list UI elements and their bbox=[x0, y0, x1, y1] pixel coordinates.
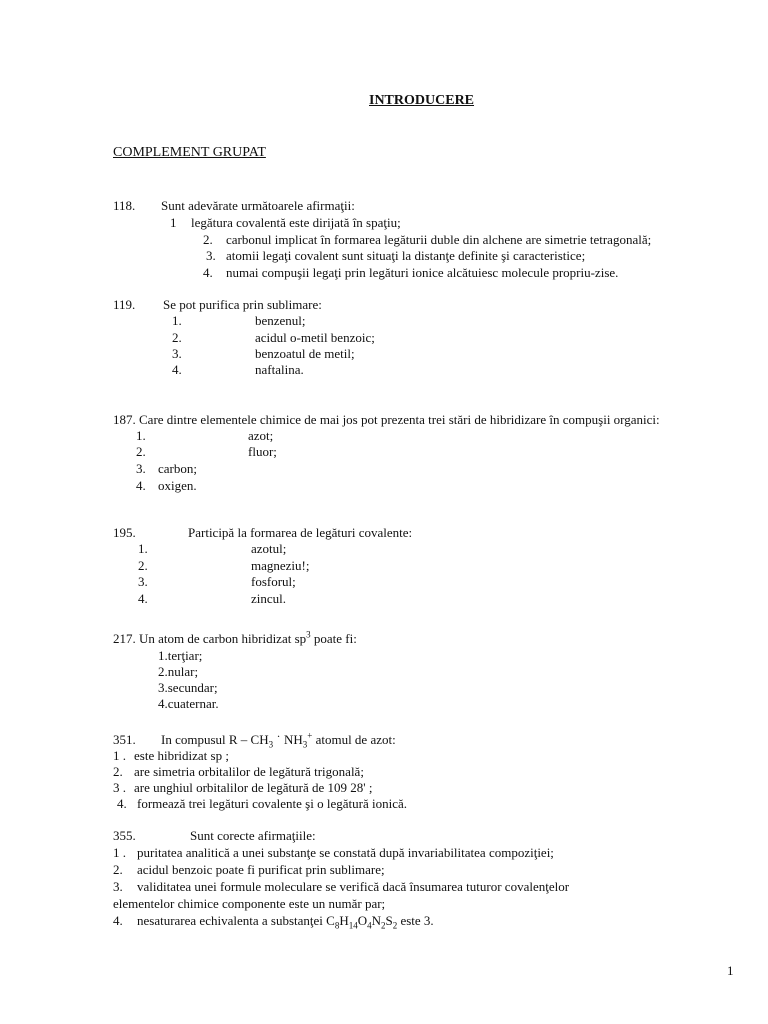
question-118-stem: Sunt adevărate următoarele afirmaţii: bbox=[161, 198, 355, 213]
stem-text: NH bbox=[283, 732, 303, 747]
option-number: 2. bbox=[203, 232, 213, 247]
formula-text: nesaturarea echivalenta a substanţei C bbox=[137, 913, 335, 928]
option-number: 3. bbox=[138, 574, 148, 589]
option-number: 1. bbox=[172, 313, 182, 328]
option-number: 1 . bbox=[113, 748, 126, 763]
option-text: azotul; bbox=[251, 541, 287, 556]
option-number: 4. bbox=[172, 362, 182, 377]
page-title: INTRODUCERE bbox=[369, 93, 475, 108]
option-text: carbon; bbox=[158, 461, 197, 476]
option-number: 2. bbox=[136, 444, 146, 459]
option-number: 1 . bbox=[113, 845, 126, 860]
stem-text: In compusul R – CH bbox=[161, 732, 269, 747]
subscript: 8 bbox=[334, 920, 340, 931]
option-text: magneziu!; bbox=[251, 558, 310, 573]
subscript: 2 bbox=[380, 920, 386, 931]
option-text: este hibridizat sp ; bbox=[134, 748, 229, 763]
option-text: are unghiul orbitalilor de legătură de 109 28' ; bbox=[134, 780, 373, 795]
question-119-number: 119. bbox=[113, 297, 136, 312]
stem-text: atomul de azot: bbox=[312, 732, 396, 747]
superscript: + bbox=[307, 730, 313, 741]
option-text: legătura covalentă este dirijată în spaţiu; bbox=[191, 215, 401, 230]
option-text: atomii legaţi covalent sunt situaţi la distanţe definite şi caracteristice; bbox=[226, 248, 586, 263]
formula-text: este 3. bbox=[397, 913, 434, 928]
option-text: zincul. bbox=[251, 591, 287, 606]
page-number: 1 bbox=[727, 963, 734, 978]
question-187-stem: 187. Care dintre elementele chimice de mai jos pot prezenta trei stări de hibridizare în compuşii organici: bbox=[113, 412, 660, 427]
option-text: validitatea unei formule moleculare se verifică dacă însumarea tuturor covalenţelor bbox=[137, 879, 570, 894]
option-text: formează trei legături covalente şi o legătură ionică. bbox=[137, 796, 407, 811]
option-text: azot; bbox=[248, 428, 274, 443]
option-text: puritatea analitică a unei substanţe se constată după invariabilitatea compoziţiei; bbox=[137, 845, 554, 860]
option-number: 4. bbox=[138, 591, 148, 606]
formula-text: H bbox=[339, 913, 349, 928]
option-text: numai compuşii legaţi prin legături ionice alcătuiesc molecule propriu-zise. bbox=[226, 265, 619, 280]
option-number: 4. bbox=[203, 265, 213, 280]
option-number: 4. bbox=[113, 913, 123, 928]
option-number: 1. bbox=[138, 541, 148, 556]
option-number: 4. bbox=[136, 478, 146, 493]
option-text: fluor; bbox=[248, 444, 277, 459]
option-number: 1. bbox=[136, 428, 146, 443]
question-355-stem: Sunt corecte afirmaţiile: bbox=[190, 828, 316, 843]
option-number: 3. bbox=[113, 879, 123, 894]
formula-text: S bbox=[385, 913, 393, 928]
question-351-stem bbox=[161, 732, 396, 748]
question-217-stem bbox=[113, 631, 357, 647]
option-number: 2. bbox=[138, 558, 148, 573]
formula-text: N bbox=[371, 913, 381, 928]
subscript: 4 bbox=[367, 920, 372, 931]
option-text: acidul benzoic poate fi purificat prin sublimare; bbox=[137, 862, 385, 877]
question-118-number: 118. bbox=[113, 198, 136, 213]
section-heading: COMPLEMENT GRUPAT bbox=[113, 145, 266, 160]
option-number: 3. bbox=[136, 461, 146, 476]
option-text-continued: elementelor chimice componente este un număr par; bbox=[113, 896, 386, 911]
option-text: acidul o-metil benzoic; bbox=[255, 330, 375, 345]
option-text: benzenul; bbox=[255, 313, 306, 328]
question-355-number: 355. bbox=[113, 828, 136, 843]
option-number: 2. bbox=[113, 862, 123, 877]
option-number: 3. bbox=[172, 346, 182, 361]
option-text: carbonul implicat în formarea legăturii duble din alchene are simetrie tetragonală; bbox=[226, 232, 652, 247]
option-text: naftalina. bbox=[255, 362, 304, 377]
stem-text: poate fi: bbox=[310, 631, 357, 646]
stem-text: ˙ bbox=[273, 732, 284, 747]
option-number: 2. bbox=[172, 330, 182, 345]
option-text: oxigen. bbox=[158, 478, 197, 493]
option-number: 4. bbox=[117, 796, 127, 811]
option-text: 2.nular; bbox=[158, 664, 199, 679]
question-195-stem: Participă la formarea de legături covalente: bbox=[188, 525, 413, 540]
option-text: 4.cuaternar. bbox=[158, 696, 219, 711]
superscript: 3 bbox=[306, 629, 311, 640]
subscript: 3 bbox=[268, 739, 274, 750]
option-number: 1 bbox=[170, 215, 177, 230]
question-195-number: 195. bbox=[113, 525, 136, 540]
option-number: 2. bbox=[113, 764, 123, 779]
option-number: 3. bbox=[206, 248, 216, 263]
question-119-stem: Se pot purifica prin sublimare: bbox=[163, 297, 322, 312]
formula-text: O bbox=[357, 913, 368, 928]
subscript: 3 bbox=[302, 739, 308, 750]
stem-text: 217. Un atom de carbon hibridizat sp bbox=[113, 631, 307, 646]
option-text: benzoatul de metil; bbox=[255, 346, 355, 361]
option-text: 1.terţiar; bbox=[158, 648, 203, 663]
question-351-number: 351. bbox=[113, 732, 136, 747]
subscript: 2 bbox=[392, 920, 398, 931]
subscript: 14 bbox=[348, 920, 358, 931]
option-text: fosforul; bbox=[251, 574, 296, 589]
option-number: 3 . bbox=[113, 780, 126, 795]
option-text bbox=[137, 913, 434, 929]
option-text: are simetria orbitalilor de legătură trigonală; bbox=[134, 764, 364, 779]
option-text: 3.secundar; bbox=[158, 680, 218, 695]
